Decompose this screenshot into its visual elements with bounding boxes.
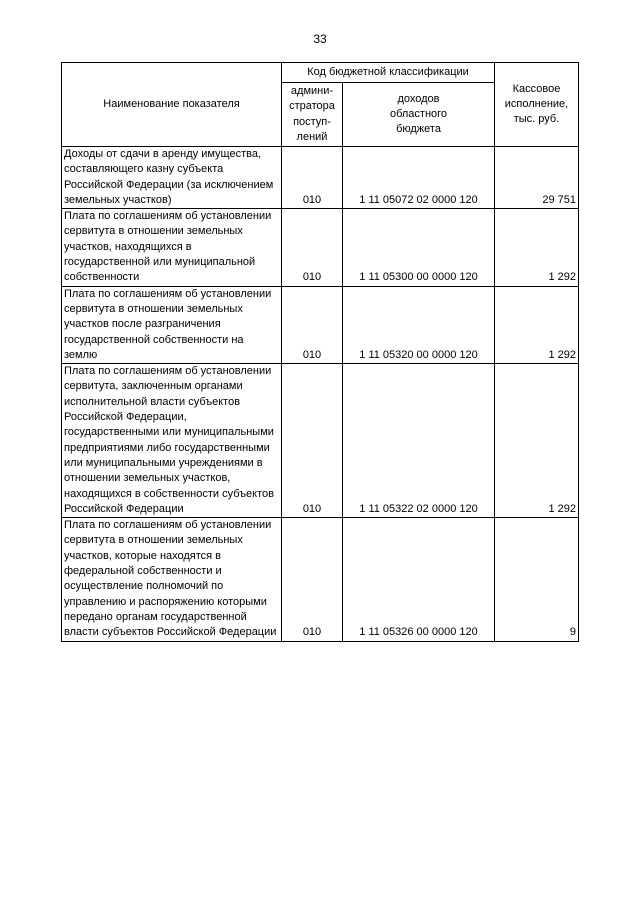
execution-amount: 1 292 [495,209,579,286]
table-row [62,209,579,286]
indicator-name: Плата по соглашениям об установлении сервитута в отношении земельных участков после разграничения государственной собственности на землю [62,286,282,363]
admin-code: 010 [282,147,343,209]
table-row [62,518,579,641]
table-row [62,147,579,209]
header-amount-text: Кассовое исполнение, тыс. руб. [504,82,569,126]
indicator-name: Плата по соглашениям об установлении сервитута, заключенным органами исполнительной власти субъектов Российской Федерации, государственными или муниципальными предприятиями либо государственными или муниципальными учреждениями в отношении земельных участков, находящихся в собственности субъектов Российской Федерации [62,364,282,518]
income-code: 1 11 05320 00 0000 120 [343,286,495,363]
header-budget-code-group: Код бюджетной классификации [282,63,495,83]
indicator-name: Плата по соглашениям об установлении сервитута в отношении земельных участков, находящихся в государственной или муниципальной собственности [62,209,282,286]
admin-code: 010 [282,286,343,363]
header-admin-code-text: админи- стратора поступ- лений [289,84,335,143]
header-income-code [343,83,495,147]
admin-code: 010 [282,209,343,286]
indicator-name: Доходы от сдачи в аренду имущества, составляющего казну субъекта Российской Федерации (за исключением земельных участков) [62,147,282,209]
income-code: 1 11 05072 02 0000 120 [343,147,495,209]
budget-table [61,62,579,642]
execution-amount: 29 751 [495,147,579,209]
table-row [62,286,579,363]
income-code: 1 11 05300 00 0000 120 [343,209,495,286]
header-admin-code [282,83,343,147]
execution-amount: 9 [495,518,579,641]
table-row [62,364,579,518]
page-number: 33 [313,32,327,46]
header-indicator-name: Наименование показателя [62,63,282,147]
income-code: 1 11 05326 00 0000 120 [343,518,495,641]
income-code: 1 11 05322 02 0000 120 [343,364,495,518]
header-amount [495,63,579,147]
execution-amount: 1 292 [495,364,579,518]
execution-amount: 1 292 [495,286,579,363]
admin-code: 010 [282,518,343,641]
indicator-name: Плата по соглашениям об установлении сервитута в отношении земельных участков, которые находятся в федеральной собственности и осуществление полномочий по управлению и распоряжению которыми передано органам государственной власти субъектов Российской Федерации [62,518,282,641]
admin-code: 010 [282,364,343,518]
header-income-code-text: доходов областного бюджета [389,92,448,136]
